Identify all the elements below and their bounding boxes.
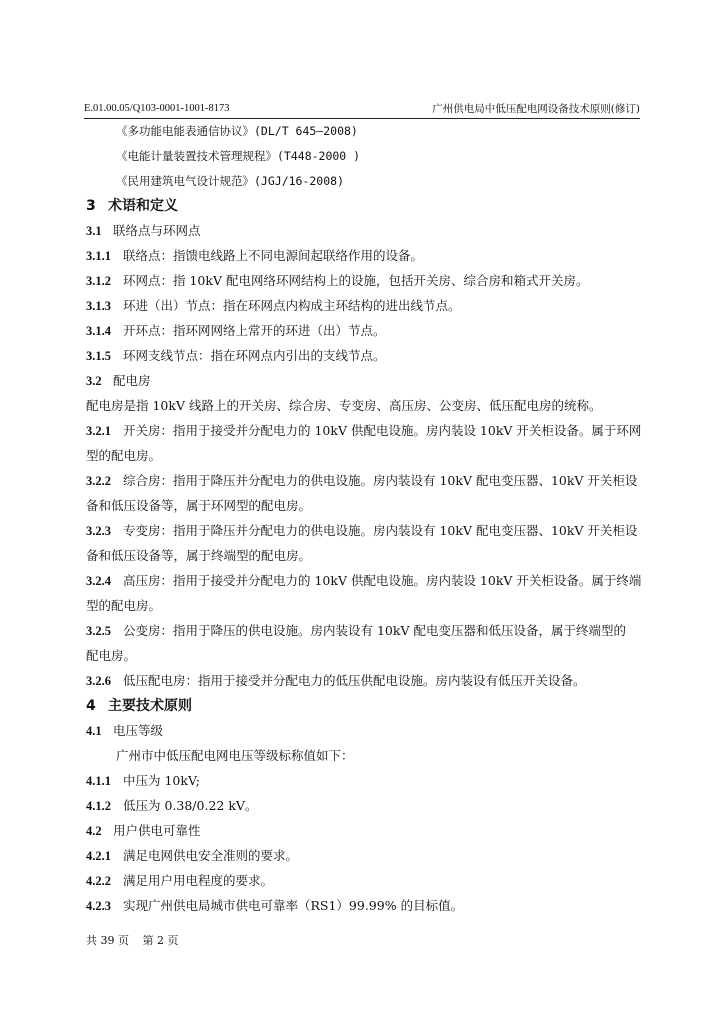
doc-code: E.01.00.05/Q103-0001-1001-8173	[84, 103, 230, 114]
clause-number: 4.2.3	[86, 899, 111, 913]
clause-number: 3.2.3	[86, 524, 111, 538]
subsection-heading	[86, 821, 640, 841]
clause-text: 配电房	[113, 373, 151, 388]
clause	[86, 771, 640, 791]
clause	[86, 521, 640, 541]
clause	[86, 321, 640, 341]
clause-number: 3.2	[86, 374, 102, 388]
clause	[86, 421, 640, 441]
header-rule	[84, 118, 640, 119]
section-title: 主要技术原则	[108, 698, 192, 714]
clause	[86, 621, 640, 641]
clause-number: 3.2.1	[86, 424, 111, 438]
clause-text: 中压为 10kV;	[123, 773, 200, 788]
clause-number: 4.1.1	[86, 774, 111, 788]
doc-title: 广州供电局中低压配电网设备技术原则(修订)	[432, 103, 640, 115]
clause-number: 3.1.5	[86, 349, 111, 363]
clause-text: 满足电网供电安全准则的要求。	[123, 848, 299, 863]
clause	[86, 246, 640, 266]
clause	[86, 471, 640, 491]
clause-continuation: 备和低压设备等，属于环网型的配电房。	[86, 498, 312, 513]
clause-text: 满足用户用电程度的要求。	[123, 873, 274, 888]
section-heading	[86, 696, 640, 716]
clause-number: 3.2.2	[86, 474, 111, 488]
subsection-heading	[86, 371, 640, 391]
clause-text: 公变房：指用于降压的供电设施。房内装设有 10kV 配电变压器和低压设备，属于终端型的	[123, 623, 626, 638]
clause-number: 3.2.5	[86, 624, 111, 638]
clause-continuation: 备和低压设备等，属于终端型的配电房。	[86, 548, 312, 563]
clause-number: 3.1.2	[86, 274, 111, 288]
clause-number: 3.1.4	[86, 324, 111, 338]
clause	[86, 871, 640, 891]
clause-text: 开环点：指环网网络上常开的环进（出）节点。	[123, 323, 386, 338]
clause-number: 4.1.2	[86, 799, 111, 813]
clause-text: 实现广州供电局城市供电可靠率（RS1）99.99% 的目标值。	[123, 898, 464, 913]
clause-text: 专变房：指用于降压并分配电力的供电设施。房内装设有 10kV 配电变压器、10kV 开关柜设	[123, 523, 638, 538]
subsection-heading	[86, 721, 640, 741]
clause-text: 环网支线节点：指在环网点内引出的支线节点。	[123, 348, 386, 363]
clause-number: 4.2	[86, 824, 102, 838]
clause-continuation: 型的配电房。	[86, 448, 162, 463]
clause-text: 环网点：指 10kV 配电网络环网结构上的设施，包括开关房、综合房和箱式开关房。	[123, 273, 589, 288]
clause-text: 环进（出）节点：指在环网点内构成主环结构的进出线节点。	[123, 298, 461, 313]
clause	[86, 296, 640, 316]
clause-number: 4.2.1	[86, 849, 111, 863]
clause-continuation: 型的配电房。	[86, 598, 162, 613]
clause-number: 4.1	[86, 724, 102, 738]
page-header	[84, 101, 640, 117]
total-pages: 共 39 页	[86, 934, 129, 947]
clause-text: 综合房：指用于降压并分配电力的供电设施。房内装设有 10kV 配电变压器、10kV 开关柜设	[123, 473, 638, 488]
clause	[86, 846, 640, 866]
clause-number: 3.2.4	[86, 574, 111, 588]
clause-text: 低压配电房：指用于接受并分配电力的低压供配电设施。房内装设有低压开关设备。	[123, 673, 586, 688]
reference-item: 《民用建筑电气设计规范》(JGJ/16-2008)	[116, 174, 345, 188]
reference-item: 《多功能电能表通信协议》(DL/T 645—2008)	[116, 124, 358, 138]
paragraph: 广州市中低压配电网电压等级标称值如下：	[116, 748, 354, 763]
page-footer	[86, 933, 189, 949]
section-number: 3	[86, 198, 96, 214]
current-page: 第 2 页	[142, 934, 179, 947]
clause-text: 开关房：指用于接受并分配电力的 10kV 供配电设施。房内装设 10kV 开关柜设备。属于环网	[123, 423, 642, 438]
clause	[86, 896, 640, 916]
clause	[86, 671, 640, 691]
clause-number: 3.1.1	[86, 249, 111, 263]
clause	[86, 571, 640, 591]
clause-number: 3.1	[86, 224, 102, 238]
clause	[86, 346, 640, 366]
section-number: 4	[86, 698, 96, 714]
clause-text: 用户供电可靠性	[113, 823, 201, 838]
section-title: 术语和定义	[108, 198, 178, 214]
clause-text: 联络点：指馈电线路上不同电源间起联络作用的设备。	[123, 248, 424, 263]
clause-text: 电压等级	[113, 723, 164, 738]
paragraph: 配电房是指 10kV 线路上的开关房、综合房、专变房、高压房、公变房、低压配电房的统称。	[86, 398, 602, 413]
clause-text: 低压为 0.38/0.22 kV。	[123, 798, 258, 813]
clause-number: 4.2.2	[86, 874, 111, 888]
clause-continuation: 配电房。	[86, 648, 137, 663]
clause-text: 高压房：指用于接受并分配电力的 10kV 供配电设施。房内装设 10kV 开关柜设备。属于终端	[123, 573, 642, 588]
section-heading	[86, 196, 640, 216]
reference-item: 《电能计量装置技术管理规程》(T448-2000 )	[116, 149, 361, 163]
clause-number: 3.1.3	[86, 299, 111, 313]
subsection-heading	[86, 221, 640, 241]
clause	[86, 271, 640, 291]
clause	[86, 796, 640, 816]
clause-text: 联络点与环网点	[113, 223, 201, 238]
clause-number: 3.2.6	[86, 674, 111, 688]
